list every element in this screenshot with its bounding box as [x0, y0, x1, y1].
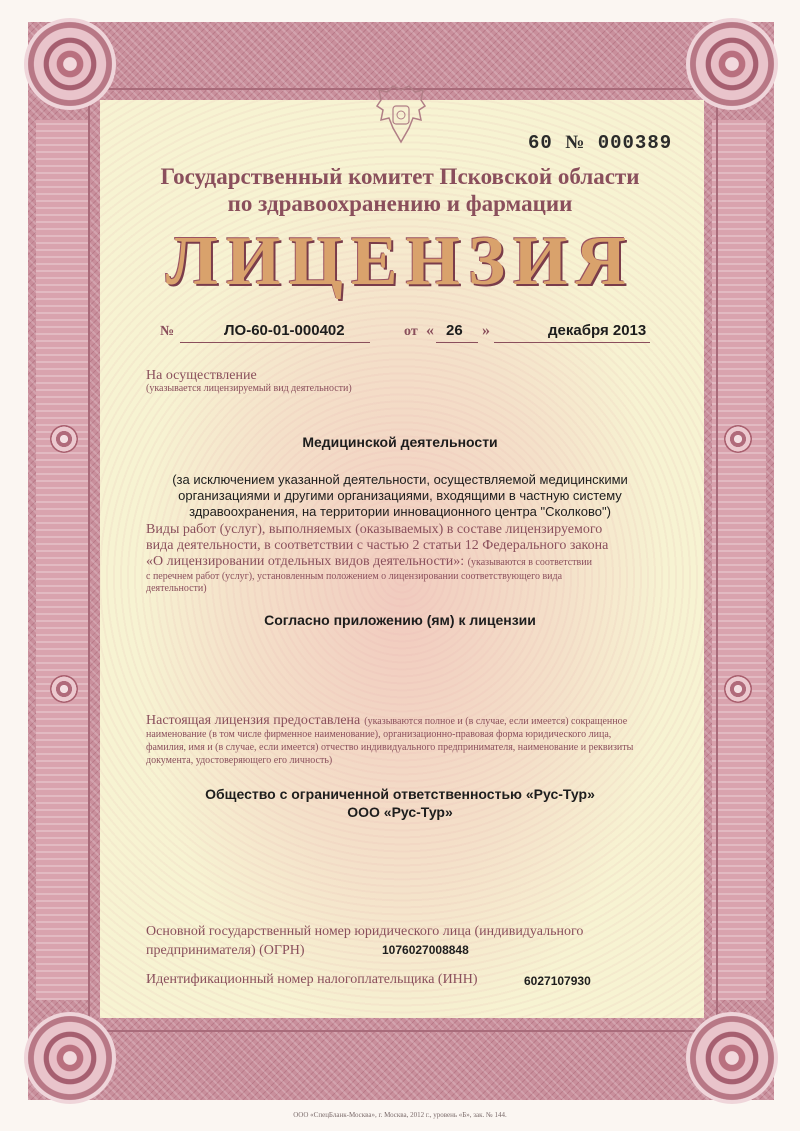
ogrn-value: 1076027008848 [382, 943, 469, 957]
works-note: (указываются в соответствии [467, 557, 592, 568]
granted-block [146, 713, 676, 767]
border-rosette [724, 675, 752, 703]
works-label-text: «О лицензировании отдельных видов деятельности»: [146, 554, 465, 569]
issuing-authority-line-1: Государственный комитет Псковской области [160, 164, 640, 189]
works-note-line: с перечнем работ (услуг), установленным положением о лицензировании соответствующего вида [146, 571, 563, 582]
granted-note-line: фамилия, имя и (в случае, если имеется) отчество индивидуального предпринимателя, наименование и реквизиты [146, 742, 634, 753]
works-label [146, 522, 666, 571]
license-number-underline [180, 342, 370, 343]
inn-label: Идентификационный номер налогоплательщика (ИНН) [146, 972, 478, 987]
license-number-sign: № [160, 324, 175, 339]
activity-name: Медицинской деятельности [302, 434, 498, 450]
form-serial-number: 60 № 000389 [528, 132, 673, 154]
granted-label: Настоящая лицензия предоставлена [146, 713, 361, 728]
document-title: ЛИЦЕНЗИЯ [165, 223, 635, 300]
left-border-panel [36, 120, 90, 1000]
works-label-line [146, 554, 666, 571]
works-label-line: вида деятельности, в соответствии с частью 2 статьи 12 Федерального закона [146, 538, 609, 553]
date-from-label: от [404, 324, 418, 339]
granted-note: (указываются полное и (в случае, если имеется) сокращенное [364, 716, 628, 727]
date-close-quote: » [482, 322, 490, 339]
activity-detail [110, 472, 690, 520]
printer-imprint: ООО «СпецБланк-Москва», г. Москва, 2012 г., уровень «Б», зак. № 144. [293, 1111, 507, 1119]
corner-rosette-bottom-right [686, 1012, 778, 1104]
works-value: Согласно приложению (ям) к лицензии [264, 612, 536, 628]
works-note-continued [146, 571, 676, 595]
license-number: ЛО-60-01-000402 [224, 322, 345, 339]
company-full-name: Общество с ограниченной ответственностью «Рус-Тур» [205, 786, 595, 802]
activity-detail-line: организациями и другими организациями, входящими в частную систему [178, 488, 622, 503]
date-month-year: декабря 2013 [548, 322, 647, 339]
ogrn-label-line: предпринимателя) (ОГРН) [146, 943, 305, 958]
corner-rosette-top-right [686, 18, 778, 110]
activity-detail-line: (за исключением указанной деятельности, осуществляемой медицинскими [172, 472, 628, 487]
granted-note-line: наименование (в том числе фирменное наименование), организационно-правовая форма юридического лица, [146, 729, 612, 740]
granted-note-line: документа, удостоверяющего его личность) [146, 755, 333, 766]
border-rosette [724, 425, 752, 453]
date-open-quote: « [426, 322, 434, 339]
corner-rosette-top-left [24, 18, 116, 110]
border-rosette [50, 675, 78, 703]
border-rosette [50, 425, 78, 453]
corner-rosette-bottom-left [24, 1012, 116, 1104]
date-day-underline [436, 342, 478, 343]
works-note-line: деятельности) [146, 583, 207, 594]
activity-detail-line: здравоохранения, на территории инновационного центра "Сколково") [189, 504, 611, 519]
coat-of-arms-emblem [373, 84, 429, 146]
date-month-underline [494, 342, 650, 343]
granted-first-line [146, 713, 676, 728]
activity-note: (указывается лицензируемый вид деятельности) [146, 383, 352, 394]
works-label-line: Виды работ (услуг), выполняемых (оказываемых) в составе лицензируемого [146, 522, 603, 537]
right-border-panel [712, 120, 766, 1000]
company-short-name: ООО «Рус-Тур» [347, 804, 453, 820]
issuing-authority-line-2: по здравоохранению и фармации [227, 191, 573, 216]
date-day: 26 [446, 322, 463, 339]
ogrn-label-line: Основной государственный номер юридического лица (индивидуального [146, 924, 584, 939]
inn-value: 6027107930 [524, 974, 591, 988]
activity-label: На осуществление [146, 368, 257, 383]
